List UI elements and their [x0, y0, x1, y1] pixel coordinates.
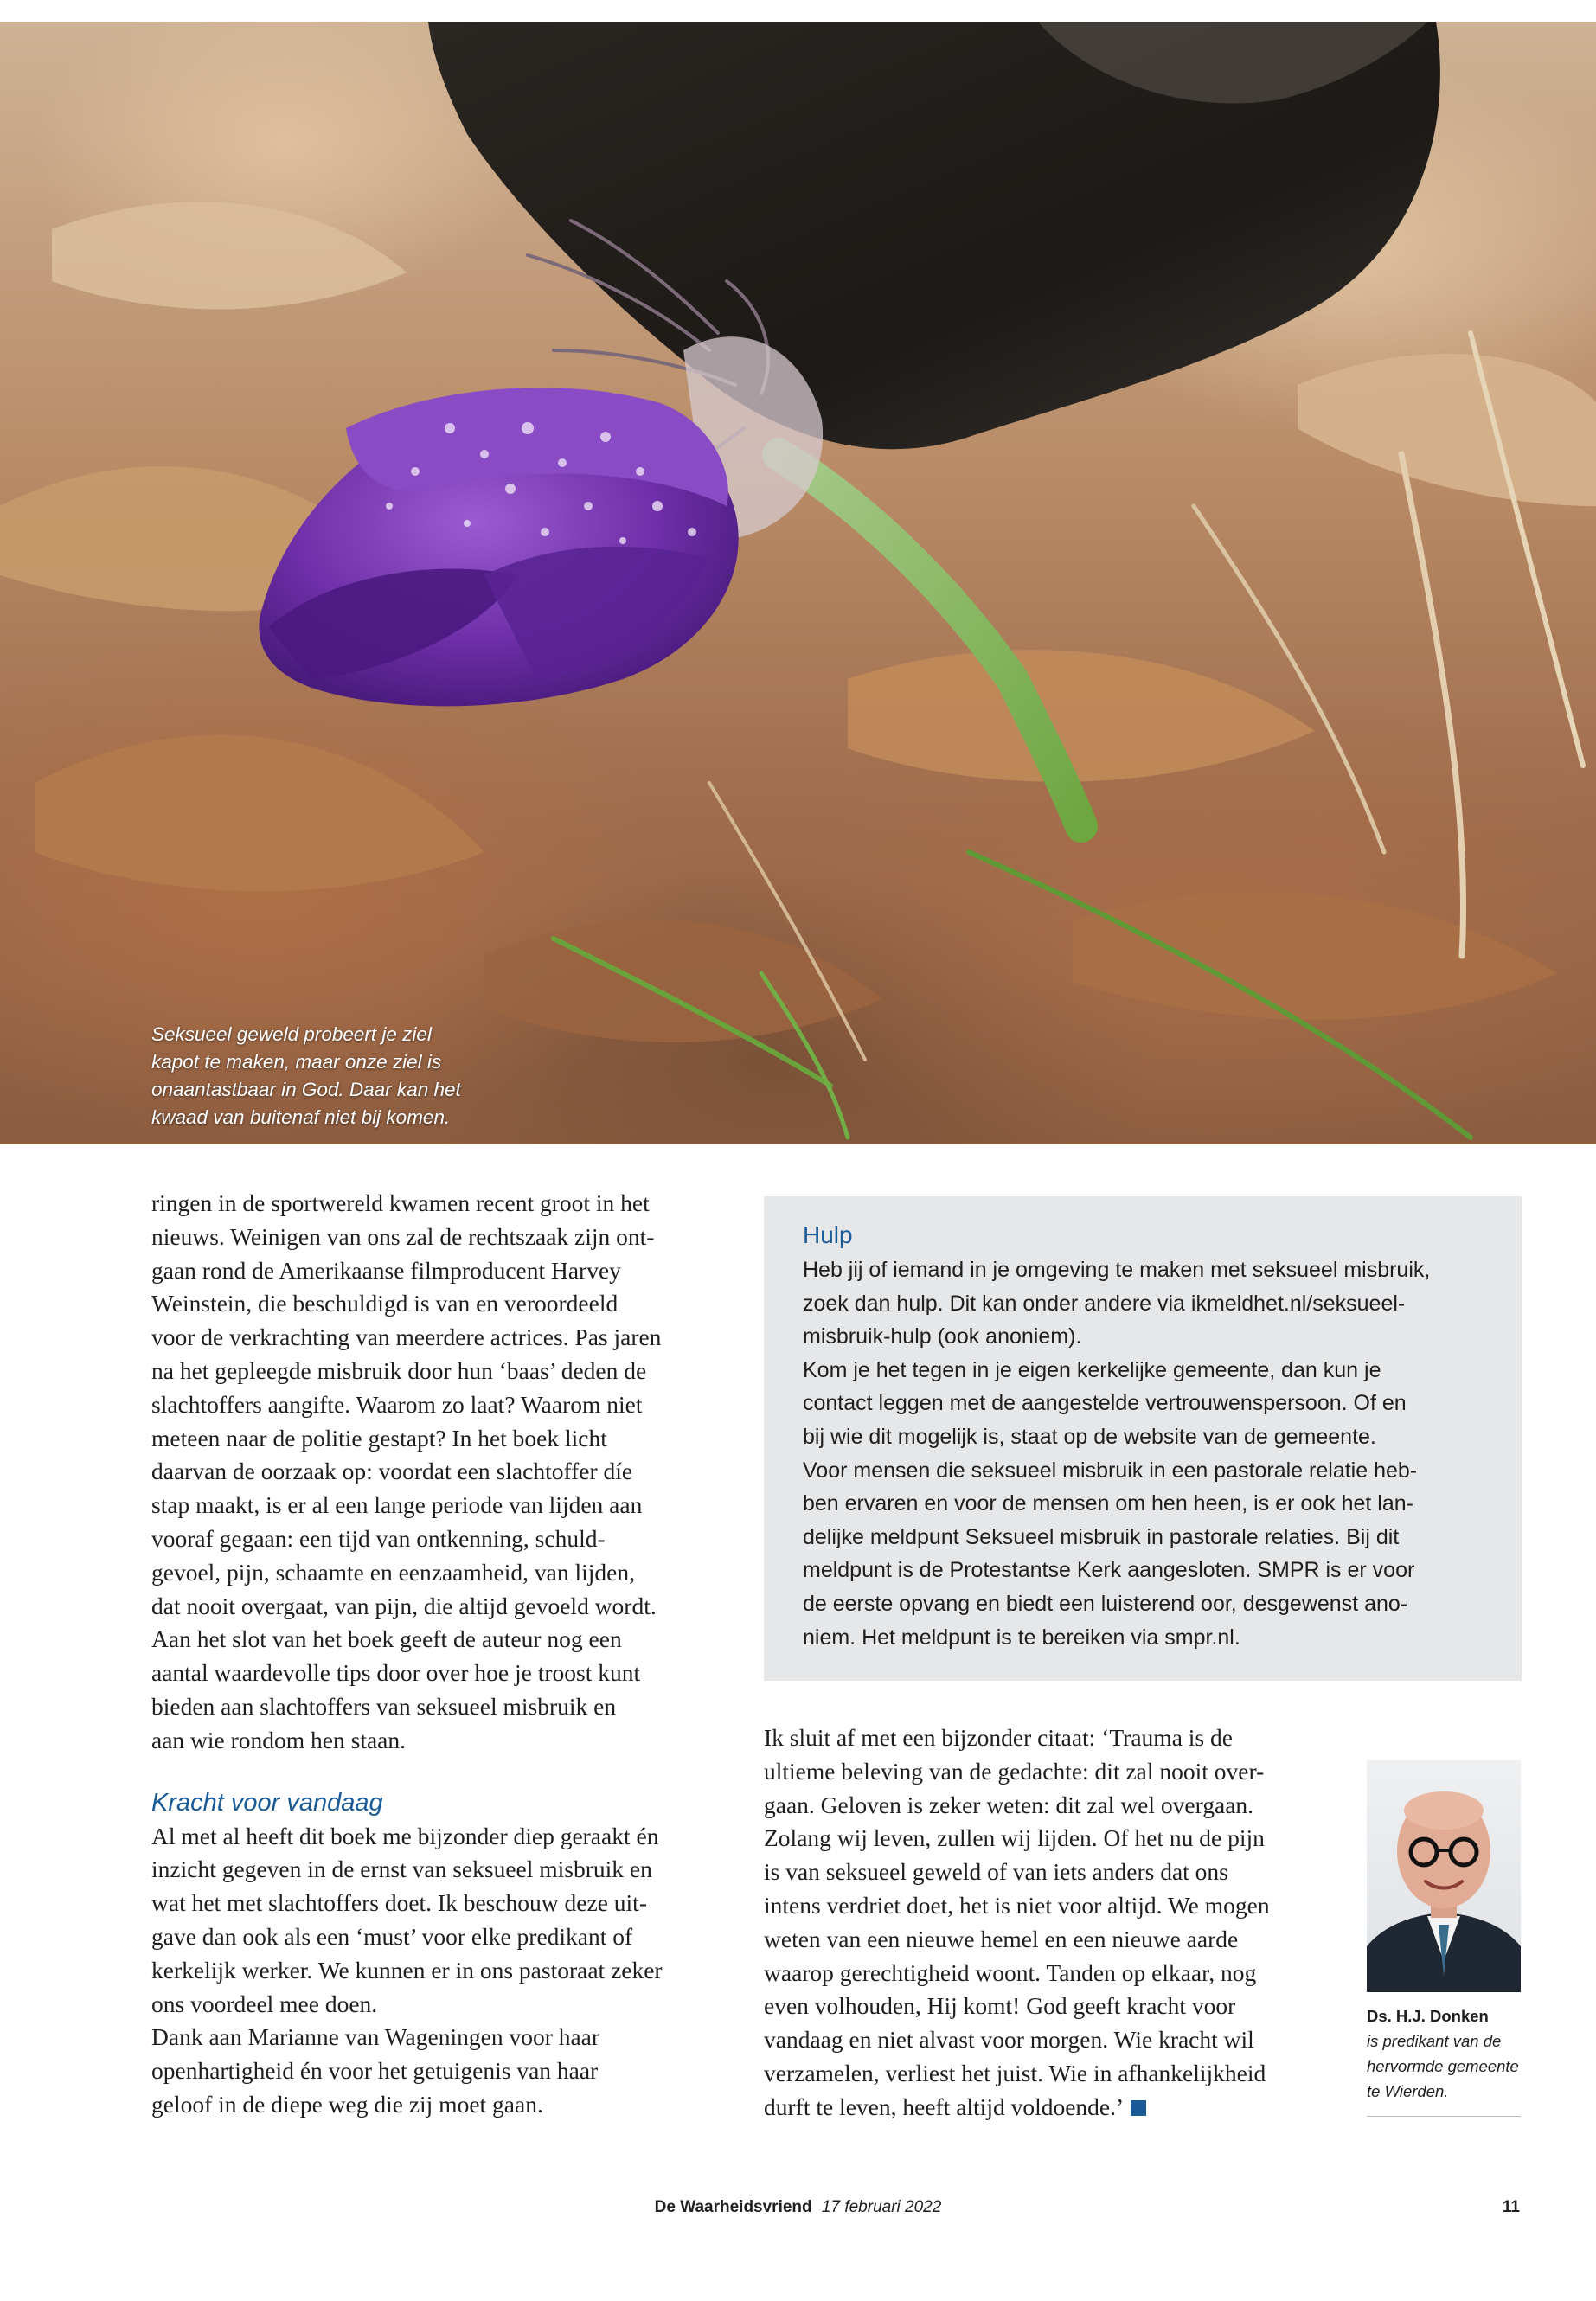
text-line: even volhouden, Hij komt! God geeft kracht voor [764, 1992, 1236, 2020]
text-line: gave dan ook als een ‘must’ voor elke predikant of [151, 1922, 633, 1950]
text-line: Ik sluit af met een bijzonder citaat: ‘Trauma is de [764, 1724, 1233, 1751]
text-line: ringen in de sportwereld kwamen recent groot in het [151, 1189, 650, 1216]
photo-caption-line: kapot te maken, maar onze ziel is [151, 1051, 442, 1073]
info-box-line: contact leggen met de aangestelde vertrouwenspersoon. Of en [803, 1391, 1407, 1416]
text-line: ons voordeel mee doen. [151, 1990, 378, 2017]
text-line: Aan het slot van het boek geeft de auteur nog een [151, 1625, 622, 1653]
info-box-line: ben ervaren en voor de mensen om hen heen, is er ook het lan- [803, 1491, 1413, 1516]
text-line: na het gepleegde misbruik door hun ‘baas’ deden de [151, 1356, 647, 1384]
text-line: dat nooit overgaat, van pijn, die altijd gevoeld wordt. [151, 1592, 657, 1619]
text-line: bieden aan slachtoffers van seksueel misbruik en [151, 1692, 617, 1720]
info-box-line: Heb jij of iemand in je omgeving te maken met seksueel misbruik, [803, 1258, 1431, 1282]
page-number: 11 [1502, 2198, 1520, 2216]
text-line: Al met al heeft dit boek me bijzonder diep geraakt én [151, 1822, 659, 1849]
text-line: stap maakt, is er al een lange periode van lijden aan [151, 1491, 643, 1519]
text-line: meteen naar de politie gestapt? In het boek licht [151, 1424, 607, 1452]
text-line: wat het met slachtoffers doet. Ik beschouw deze uit- [151, 1889, 647, 1917]
author-portrait-illustration [1367, 1760, 1521, 1992]
author-role-line: is predikant van de [1367, 2032, 1502, 2050]
info-box-line: zoek dan hulp. Dit kan onder andere via ikmeldhet.nl/seksueel- [803, 1291, 1406, 1316]
publication-name: De Waarheidsvriend [654, 2198, 812, 2216]
article-paragraph [151, 1820, 727, 2122]
text-line: gaan. Geloven is zeker weten: dit zal wel overgaan. [764, 1791, 1254, 1818]
author-role-line: hervormde gemeente [1367, 2057, 1519, 2075]
help-info-box [764, 1196, 1522, 1681]
info-box-line: delijke meldpunt Seksueel misbruik in pastorale relaties. Bij dit [803, 1524, 1400, 1549]
author-caption [1367, 2003, 1521, 2104]
end-of-article-mark [1131, 2100, 1146, 2116]
text-line: intens verdriet doet, het is niet voor altijd. We mogen [764, 1891, 1270, 1919]
hero-photo [0, 22, 1596, 1144]
info-box-line: de eerste opvang en biedt een luisterend oor, desgewenst ano- [803, 1591, 1408, 1616]
photo-caption-line: kwaad van buitenaf niet bij komen. [151, 1106, 451, 1128]
article-paragraph [151, 1187, 727, 1758]
text-line: aan wie rondom hen staan. [151, 1726, 407, 1753]
text-line: daarvan de oorzaak op: voordat een slachtoffer díe [151, 1458, 633, 1485]
info-box-line: misbruik-hulp (ook anoniem). [803, 1324, 1082, 1349]
photo-caption-line: onaantastbaar in God. Daar kan het [151, 1079, 461, 1100]
text-line: Zolang wij leven, zullen wij lijden. Of het nu de pijn [764, 1824, 1265, 1852]
info-box-line: Kom je het tegen in je eigen kerkelijke gemeente, dan kun je [803, 1357, 1381, 1382]
text-line: gevoel, pijn, schaamte en eenzaamheid, van lijden, [151, 1558, 635, 1586]
text-line: voor de verkrachting van meerdere actrices. Pas jaren [151, 1324, 662, 1351]
text-line: Dank aan Marianne van Wageningen voor haar [151, 2023, 600, 2051]
text-line: aantal waardevolle tips door over hoe je troost kunt [151, 1659, 641, 1687]
text-line: kerkelijk werker. We kunnen er in ons pastoraat zeker [151, 1956, 663, 1984]
text-line: inzicht gegeven in de ernst van seksueel misbruik en [151, 1856, 652, 1883]
page-footer [0, 2198, 1596, 2217]
text-line-last [764, 2091, 1335, 2125]
info-box-line: niem. Het meldpunt is te bereiken via smpr.nl. [803, 1625, 1240, 1650]
info-box-line: Voor mensen die seksueel misbruik in een pastorale relatie heb- [803, 1458, 1418, 1483]
flower-head [259, 388, 738, 706]
text-line: weten van een nieuwe hemel en een nieuwe aarde [764, 1925, 1239, 1952]
text-line: gaan rond de Amerikaanse filmproducent Harvey [151, 1256, 621, 1284]
info-box-title: Hulp [803, 1221, 853, 1248]
article-right-column [764, 1721, 1335, 2125]
text-line: openhartigheid én voor het getuigenis van haar [151, 2057, 599, 2085]
section-subheading: Kracht voor vandaag [151, 1788, 383, 1817]
info-box-line: bij wie dit mogelijk is, staat op de website van de gemeente. [803, 1424, 1376, 1449]
info-box-line: meldpunt is de Protestantse Kerk aangesloten. SMPR is er voor [803, 1558, 1415, 1583]
text-line: ultieme beleving van de gedachte: dit zal nooit over- [764, 1757, 1265, 1785]
text-line: slachtoffers aangifte. Waarom zo laat? Waarom niet [151, 1390, 643, 1418]
text-line: verzamelen, verliest het juist. Wie in afhankelijkheid [764, 2059, 1266, 2086]
text-line: vandaag en niet alvast voor morgen. Wie kracht wil [764, 2026, 1254, 2054]
author-name: Ds. H.J. Donken [1367, 2007, 1489, 2025]
text-line: geloof in de diepe weg die zij moet gaan. [151, 2090, 543, 2118]
hero-photo-illustration [0, 22, 1596, 1144]
photo-caption [151, 1021, 480, 1131]
photo-caption-line: Seksueel geweld probeert je ziel [151, 1023, 432, 1045]
article-left-column [151, 1187, 727, 2122]
issue-date: 17 februari 2022 [821, 2198, 942, 2216]
text-line: vooraf gegaan: een tijd van ontkenning, schuld- [151, 1524, 606, 1552]
text-line: waarop gerechtigheid woont. Tanden op elkaar, nog [764, 1958, 1257, 1986]
text-line: durft te leven, heeft altijd voldoende.’ [764, 2093, 1125, 2120]
author-role-line: te Wierden. [1367, 2082, 1449, 2100]
text-line: nieuws. Weinigen van ons zal de rechtszaak zijn ont- [151, 1222, 655, 1250]
author-portrait [1367, 1760, 1521, 1992]
text-line: Weinstein, die beschuldigd is van en veroordeeld [151, 1290, 619, 1317]
text-line: is van seksueel geweld of van iets anders dat ons [764, 1858, 1228, 1886]
divider [1367, 2116, 1521, 2117]
